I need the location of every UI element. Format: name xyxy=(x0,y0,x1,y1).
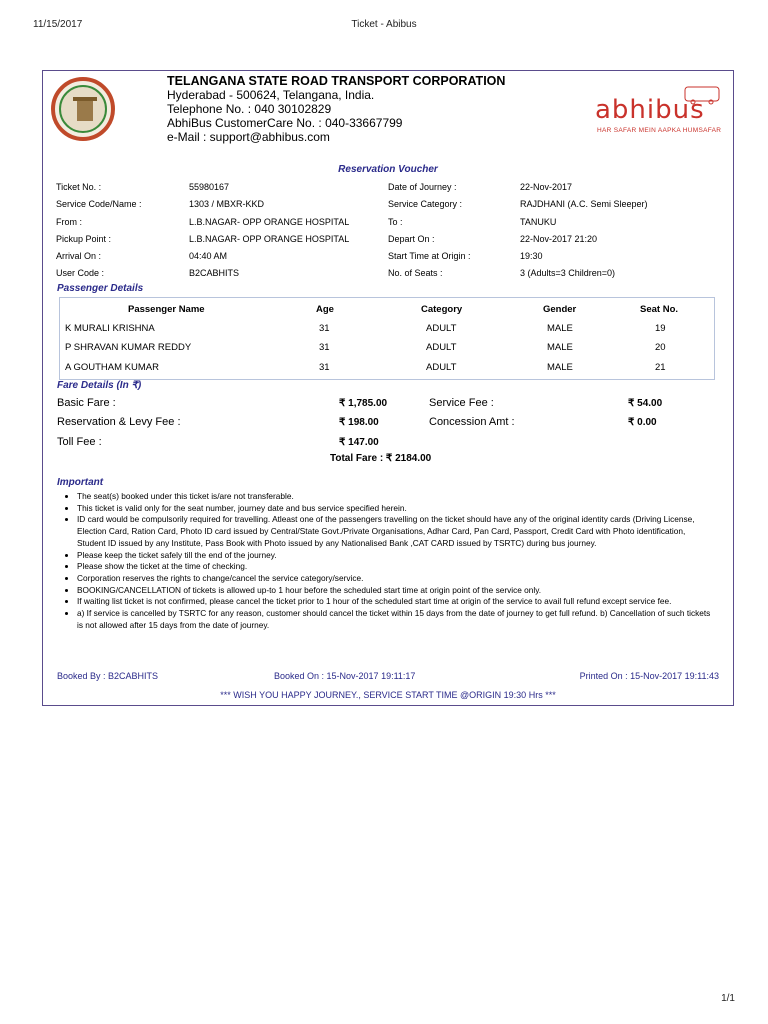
printed-on: Printed On : 15-Nov-2017 19:11:43 xyxy=(579,671,719,681)
page-number: 1/1 xyxy=(721,993,735,1004)
concession-value: ₹ 0.00 xyxy=(628,417,657,428)
levy-fee-value: ₹ 198.00 xyxy=(339,417,379,428)
service-fee-label: Service Fee : xyxy=(429,397,494,409)
important-notes xyxy=(65,491,711,631)
passenger-seat: 20 xyxy=(655,342,666,353)
passenger-category: ADULT xyxy=(426,362,457,373)
note-item: • Please keep the ticket safely till the end of the journey. xyxy=(77,550,711,562)
print-title: Ticket - Abibus xyxy=(351,19,417,30)
info-label: Service Code/Name : xyxy=(56,199,142,210)
info-value: 22-Nov-2017 xyxy=(520,182,573,192)
corporation-customercare: AbhiBus CustomerCare No. : 040-33667799 xyxy=(167,116,403,130)
info-value: B2CABHITS xyxy=(189,268,240,279)
corporation-name: TELANGANA STATE ROAD TRANSPORT CORPORATION xyxy=(167,74,506,88)
info-value: L.B.NAGAR- OPP ORANGE HOSPITAL xyxy=(189,233,350,244)
info-label: Start Time at Origin : xyxy=(388,251,471,262)
info-value: 19:30 xyxy=(520,251,543,262)
passenger-gender: MALE xyxy=(547,362,573,373)
voucher-title: Reservation Voucher xyxy=(338,164,438,175)
booked-on: Booked On : 15-Nov-2017 19:11:17 xyxy=(274,671,416,681)
passenger-details-heading: Passenger Details xyxy=(57,283,144,294)
col-header-name: Passenger Name xyxy=(128,304,205,315)
passenger-gender: MALE xyxy=(547,323,573,334)
basic-fare-value: ₹ 1,785.00 xyxy=(339,398,388,409)
important-heading: Important xyxy=(57,477,104,488)
corporation-address: Hyderabad - 500624, Telangana, India. xyxy=(167,88,375,102)
note-item: • BOOKING/CANCELLATION of tickets is allowed up-to 1 hour before the scheduled start time at origin point of the service only. xyxy=(77,585,711,597)
passenger-name: K MURALI KRISHNA xyxy=(65,323,155,334)
info-value: 04:40 AM xyxy=(189,251,228,262)
brand-logo-text: abhibus xyxy=(595,95,705,125)
col-header-gender: Gender xyxy=(543,304,577,315)
toll-fee-label: Toll Fee : xyxy=(57,436,102,448)
passenger-age: 31 xyxy=(319,342,330,353)
passenger-gender: MALE xyxy=(547,342,573,353)
note-item: • The seat(s) booked under this ticket is/are not transferable. xyxy=(77,491,711,503)
info-value: 1303 / MBXR-KKD xyxy=(189,199,265,210)
fare-details-heading: Fare Details (In ₹) xyxy=(57,380,142,391)
passenger-seat: 19 xyxy=(655,323,666,334)
note-item: • a) If service is cancelled by TSRTC for any reason, customer should cancel the ticket within 15 days from the date of journey to get full refund. b) Cancellation of such tickets is not allowed after 15 days from the date of journey. xyxy=(77,608,711,631)
note-item: • Corporation reserves the rights to change/cancel the service category/service. xyxy=(77,573,711,585)
passenger-age: 31 xyxy=(319,323,330,334)
info-label: No. of Seats : xyxy=(388,268,443,279)
passenger-name: P SHRAVAN KUMAR REDDY xyxy=(65,342,192,353)
levy-fee-label: Reservation & Levy Fee : xyxy=(57,416,181,428)
col-header-category: Category xyxy=(421,304,463,315)
info-label: Service Category : xyxy=(388,199,463,210)
info-label: Date of Journey : xyxy=(388,182,457,192)
passenger-seat: 21 xyxy=(655,362,666,373)
info-value: 55980167 xyxy=(189,182,230,192)
toll-fee-value: ₹ 147.00 xyxy=(339,437,379,448)
passenger-name: A GOUTHAM KUMAR xyxy=(65,362,159,373)
note-item: • This ticket is valid only for the seat number, journey date and bus service specified herein. xyxy=(77,503,711,515)
abhibus-logo xyxy=(595,81,725,141)
info-label: From : xyxy=(56,216,82,227)
info-value: L.B.NAGAR- OPP ORANGE HOSPITAL xyxy=(189,216,350,227)
note-item: • If waiting list ticket is not confirmed, please cancel the ticket prior to 1 hour of the scheduled start time at origin of the service to avail full refund except service fee. xyxy=(77,596,711,608)
corporation-email: e-Mail : support@abhibus.com xyxy=(167,130,330,144)
info-label: Ticket No. : xyxy=(56,182,102,192)
booked-by: Booked By : B2CABHITS xyxy=(57,671,159,681)
info-label: Arrival On : xyxy=(56,251,102,262)
ticket-voucher xyxy=(42,70,734,706)
journey-wish: *** WISH YOU HAPPY JOURNEY., SERVICE START TIME @ORIGIN 19:30 Hrs *** xyxy=(220,690,556,700)
passenger-age: 31 xyxy=(319,362,330,373)
info-label: Depart On : xyxy=(388,233,435,244)
info-value: TANUKU xyxy=(520,216,557,227)
info-label: To : xyxy=(388,216,403,227)
concession-label: Concession Amt : xyxy=(429,416,515,428)
service-fee-value: ₹ 54.00 xyxy=(628,398,663,409)
basic-fare-label: Basic Fare : xyxy=(57,397,116,409)
note-item: • ID card would be compulsorily required for travelling. Atleast one of the passengers travelling on the ticket should have any of the original identity cards (Driving License, Election Card, Ration Card, Photo ID card issued by Central/State Govt./Private Organisations, Adhar Card, Pan Card, Passport, Credit Card with Photo identification, Student ID issued by any Institute, Pass Book with Photo issued by any Nationalised Bank ,CAT CARD issued by TSRTC) during bus journey. xyxy=(77,514,711,549)
brand-tagline: HAR SAFAR MEIN AAPKA HUMSAFAR xyxy=(597,127,722,134)
print-date: 11/15/2017 xyxy=(33,19,83,30)
passenger-table xyxy=(59,297,715,380)
info-value: RAJDHANI (A.C. Semi Sleeper) xyxy=(520,199,648,210)
corporation-block xyxy=(167,74,505,144)
corporation-telephone: Telephone No. : 040 30102829 xyxy=(167,102,332,116)
passenger-category: ADULT xyxy=(426,323,457,334)
col-header-age: Age xyxy=(316,304,334,315)
info-label: Pickup Point : xyxy=(56,233,112,244)
info-value: 3 (Adults=3 Children=0) xyxy=(520,268,616,279)
info-label: User Code : xyxy=(56,268,105,279)
info-value: 22-Nov-2017 21:20 xyxy=(520,233,598,244)
total-fare: Total Fare : ₹ 2184.00 xyxy=(330,453,432,464)
passenger-category: ADULT xyxy=(426,342,457,353)
tsrtc-seal-logo xyxy=(51,77,115,141)
note-item: • Please show the ticket at the time of checking. xyxy=(77,561,711,573)
col-header-seat: Seat No. xyxy=(640,304,679,315)
